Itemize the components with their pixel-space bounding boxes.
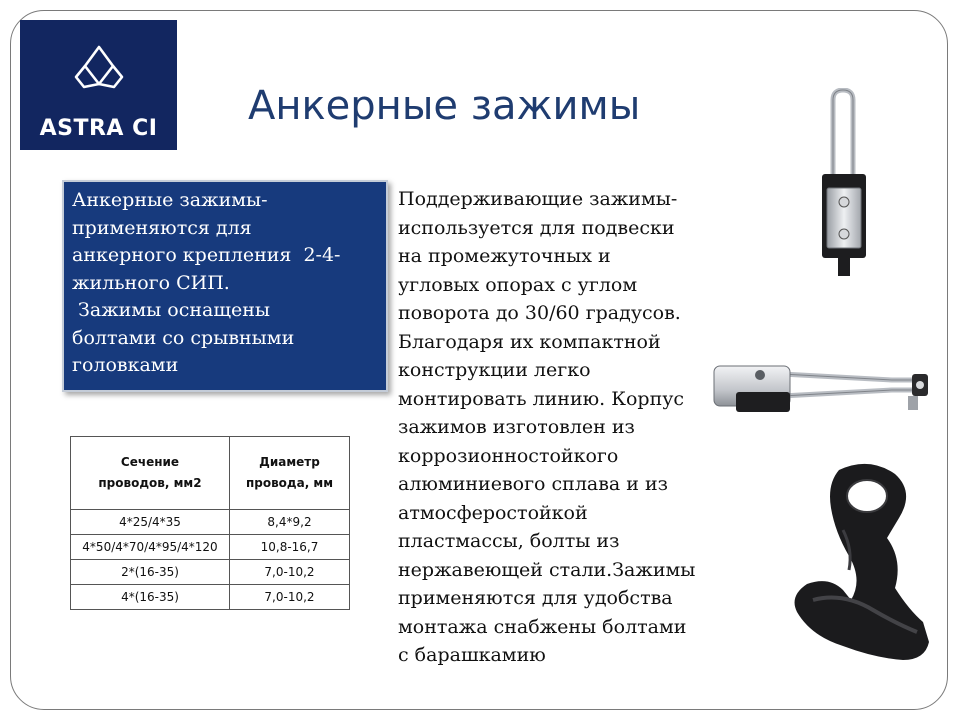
logo-text: ASTRA CI [39,116,158,141]
support-desc-line: конструкции легко [398,359,591,381]
table-cell: 7,0-10,2 [230,560,350,585]
anchor-desc-line: Зажимы оснащены [72,299,271,321]
table-cell: 10,8-16,7 [230,535,350,560]
header-cross-section [71,437,230,510]
table-cell: 2*(16-35) [71,560,230,585]
header-line: проводов, мм2 [98,476,202,490]
support-desc-line: на промежуточных и [398,245,611,267]
anchor-desc-line: Анкерные зажимы- [72,189,268,211]
table-row [71,560,350,585]
support-desc-line: коррозионностойкого [398,444,619,467]
support-desc-line: угловых опорах с углом [398,273,638,296]
anchor-desc-line: применяются для [72,216,252,239]
support-desc-line: применяются для удобства [398,587,673,609]
anchor-desc-line: головками [72,354,179,376]
header-diameter [230,437,350,510]
company-logo [20,20,177,150]
table-cell: 4*(16-35) [71,585,230,610]
header-line: провода, мм [245,476,334,490]
support-desc-line: нержавеющей стали.Зажимы [398,558,696,581]
support-desc-line: Поддерживающие зажимы- [398,188,678,210]
page-title: Анкерные зажимы [248,83,641,129]
anchor-clamp-description [62,180,388,392]
support-desc-line: алюминиевого сплава и из [398,473,669,495]
table-cell: 8,4*9,2 [230,510,350,535]
support-desc-line: с барашкамию [398,644,546,666]
support-desc-line: монтировать линию. Корпус [398,387,685,410]
anchor-desc-line: анкерного крепления 2-4- [72,244,341,266]
table-header-row [71,437,350,510]
table-cell: 7,0-10,2 [230,585,350,610]
anchor-clamp-horizontal-image [712,358,937,420]
support-desc-line: поворота до 30/60 градусов. [398,302,681,324]
table-row [71,585,350,610]
table-cell: 4*50/4*70/4*95/4*120 [71,535,230,560]
support-desc-line: атмосферостойкой [398,501,588,524]
support-desc-line: Благодаря их компактной [398,330,661,353]
anchor-desc-line: жильного СИП. [72,271,230,294]
support-desc-line: пластмассы, болты из [398,530,620,552]
suspension-clamp-black-image [783,460,943,670]
table-row [71,535,350,560]
header-line: Сечение [120,455,180,469]
support-desc-line: зажимов изготовлен из [398,416,635,438]
anchor-desc-line: болтами со срывными [72,326,295,349]
wire-spec-table [70,436,350,610]
table-row [71,510,350,535]
mountain-logo-icon [72,44,126,90]
table-cell: 4*25/4*35 [71,510,230,535]
support-clamp-description [398,185,718,670]
support-desc-line: используется для подвески [398,216,675,239]
anchor-clamp-vertical-image [800,88,890,278]
support-desc-line: монтажа снабжены болтами [398,615,687,638]
header-line: Диаметр [259,455,320,469]
